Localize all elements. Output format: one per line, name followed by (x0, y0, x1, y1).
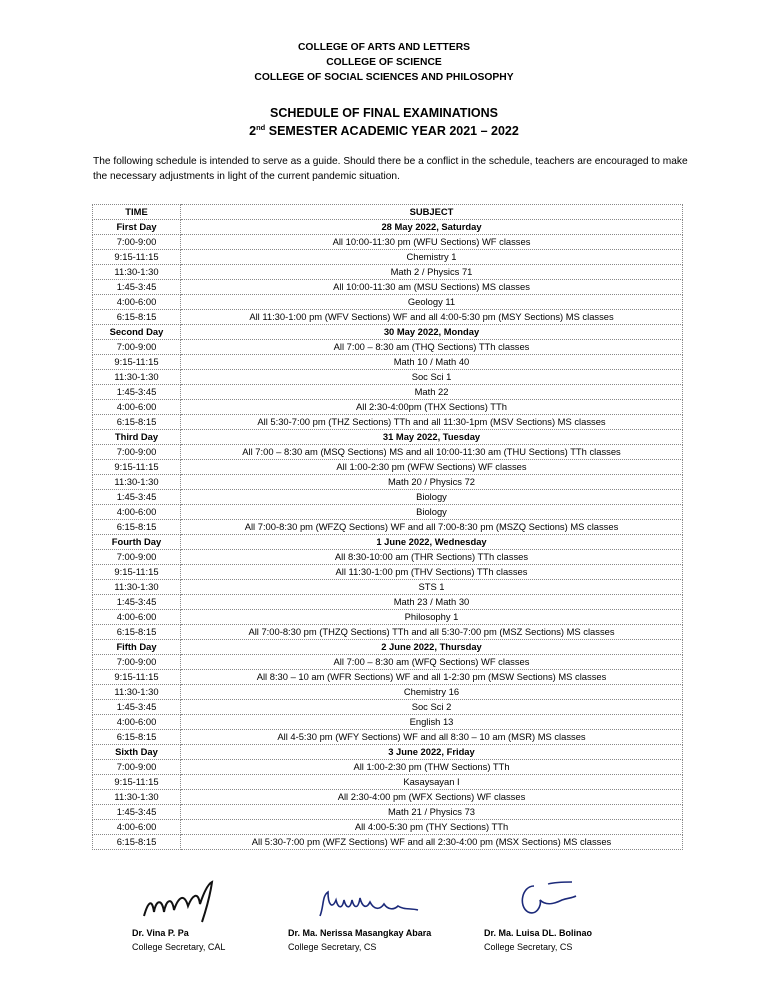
subject-cell: All 4-5:30 pm (WFY Sections) WF and all 8:30 – 10 am (MSR) MS classes (181, 730, 683, 745)
day-row (93, 535, 683, 550)
subject-cell: All 10:00-11:30 pm (WFU Sections) WF classes (181, 235, 683, 250)
signatory-name: Dr. Ma. Nerissa Masangkay Abara (288, 928, 432, 938)
time-slot: 4:00-6:00 (93, 400, 181, 415)
table-row (93, 460, 683, 475)
college-header (0, 40, 768, 85)
table-row (93, 340, 683, 355)
table-row (93, 700, 683, 715)
subject-cell: Math 2 / Physics 71 (181, 265, 683, 280)
subject-cell: Biology (181, 490, 683, 505)
time-slot: 11:30-1:30 (93, 370, 181, 385)
time-slot: 4:00-6:00 (93, 505, 181, 520)
table-row (93, 370, 683, 385)
table-row (93, 415, 683, 430)
table-row (93, 790, 683, 805)
time-slot: 9:15-11:15 (93, 565, 181, 580)
subject-header: SUBJECT (181, 205, 683, 220)
signatory-name: Dr. Vina P. Pa (132, 928, 189, 938)
subject-cell: Math 22 (181, 385, 683, 400)
subject-cell: All 10:00-11:30 am (MSU Sections) MS classes (181, 280, 683, 295)
day-date: 28 May 2022, Saturday (181, 220, 683, 235)
time-slot: 7:00-9:00 (93, 235, 181, 250)
subject-cell: All 7:00 – 8:30 am (MSQ Sections) MS and all 10:00-11:30 am (THU Sections) TTh classes (181, 445, 683, 460)
table-row (93, 805, 683, 820)
signatory-role: College Secretary, CAL (132, 942, 226, 952)
signatory-3 (484, 876, 600, 954)
time-slot: 7:00-9:00 (93, 550, 181, 565)
table-row (93, 655, 683, 670)
day-date: 1 June 2022, Wednesday (181, 535, 683, 550)
table-row (93, 715, 683, 730)
time-slot: 9:15-11:15 (93, 250, 181, 265)
subject-cell: All 1:00-2:30 pm (THW Sections) TTh (181, 760, 683, 775)
time-slot: 1:45-3:45 (93, 385, 181, 400)
day-label: Sixth Day (93, 745, 181, 760)
table-row (93, 355, 683, 370)
subject-cell: All 7:00 – 8:30 am (THQ Sections) TTh classes (181, 340, 683, 355)
subject-cell: All 8:30 – 10 am (WFR Sections) WF and all 1-2:30 pm (MSW Sections) MS classes (181, 670, 683, 685)
time-slot: 1:45-3:45 (93, 280, 181, 295)
subject-cell: Geology 11 (181, 295, 683, 310)
day-row (93, 220, 683, 235)
table-row (93, 265, 683, 280)
time-slot: 9:15-11:15 (93, 460, 181, 475)
subject-cell: Kasaysayan I (181, 775, 683, 790)
exam-schedule-table (92, 204, 683, 850)
college-name: COLLEGE OF SCIENCE (326, 57, 442, 68)
subject-cell: All 2:30-4:00pm (THX Sections) TTh (181, 400, 683, 415)
table-row (93, 610, 683, 625)
subject-cell: Math 20 / Physics 72 (181, 475, 683, 490)
time-slot: 7:00-9:00 (93, 340, 181, 355)
table-row (93, 820, 683, 835)
table-row (93, 475, 683, 490)
day-label: First Day (93, 220, 181, 235)
time-slot: 7:00-9:00 (93, 445, 181, 460)
subject-cell: Math 10 / Math 40 (181, 355, 683, 370)
subject-cell: Soc Sci 1 (181, 370, 683, 385)
subject-cell: Philosophy 1 (181, 610, 683, 625)
subject-cell: All 7:00 – 8:30 am (WFQ Sections) WF classes (181, 655, 683, 670)
subject-cell: Soc Sci 2 (181, 700, 683, 715)
table-row (93, 490, 683, 505)
time-slot: 1:45-3:45 (93, 595, 181, 610)
time-slot: 11:30-1:30 (93, 790, 181, 805)
time-slot: 7:00-9:00 (93, 655, 181, 670)
time-slot: 1:45-3:45 (93, 805, 181, 820)
table-row (93, 580, 683, 595)
subtitle-number: 2 (249, 124, 257, 138)
day-label: Fifth Day (93, 640, 181, 655)
subject-cell: All 7:00-8:30 pm (THZQ Sections) TTh and all 5:30-7:00 pm (MSZ Sections) MS classes (181, 625, 683, 640)
table-row (93, 235, 683, 250)
subject-cell: All 4:00-5:30 pm (THY Sections) TTh (181, 820, 683, 835)
day-date: 30 May 2022, Monday (181, 325, 683, 340)
day-date: 3 June 2022, Friday (181, 745, 683, 760)
day-label: Third Day (93, 430, 181, 445)
subject-cell: All 5:30-7:00 pm (WFZ Sections) WF and all 2:30-4:00 pm (MSX Sections) MS classes (181, 835, 683, 850)
table-row (93, 520, 683, 535)
subject-cell: All 5:30-7:00 pm (THZ Sections) TTh and all 11:30-1pm (MSV Sections) MS classes (181, 415, 683, 430)
subject-cell: All 7:00-8:30 pm (WFZQ Sections) WF and all 7:00-8:30 pm (MSZQ Sections) MS classes (181, 520, 683, 535)
time-slot: 11:30-1:30 (93, 265, 181, 280)
signature-image (510, 876, 600, 924)
time-slot: 1:45-3:45 (93, 490, 181, 505)
table-row (93, 760, 683, 775)
time-slot: 11:30-1:30 (93, 685, 181, 700)
table-row (93, 280, 683, 295)
day-row (93, 325, 683, 340)
subject-cell: Math 23 / Math 30 (181, 595, 683, 610)
document-title: SCHEDULE OF FINAL EXAMINATIONS (269, 106, 498, 120)
time-slot: 6:15-8:15 (93, 520, 181, 535)
table-row (93, 565, 683, 580)
table-row (93, 295, 683, 310)
table-header-row (93, 205, 683, 220)
day-label: Second Day (93, 325, 181, 340)
signatory-role: College Secretary, CS (484, 942, 573, 952)
table-row (93, 685, 683, 700)
subject-cell: Math 21 / Physics 73 (181, 805, 683, 820)
time-slot: 4:00-6:00 (93, 820, 181, 835)
table-row (93, 730, 683, 745)
day-date: 2 June 2022, Thursday (181, 640, 683, 655)
signatory-1 (132, 876, 228, 954)
signatory-role: College Secretary, CS (288, 942, 377, 952)
table-row (93, 625, 683, 640)
time-slot: 4:00-6:00 (93, 295, 181, 310)
time-slot: 7:00-9:00 (93, 760, 181, 775)
time-slot: 6:15-8:15 (93, 730, 181, 745)
subject-cell: All 8:30-10:00 am (THR Sections) TTh classes (181, 550, 683, 565)
subtitle-ordinal: nd (256, 123, 266, 132)
signatory-2 (288, 876, 444, 954)
document-subtitle (0, 122, 768, 140)
table-row (93, 835, 683, 850)
table-row (93, 670, 683, 685)
subject-cell: All 2:30-4:00 pm (WFX Sections) WF classes (181, 790, 683, 805)
time-slot: 6:15-8:15 (93, 835, 181, 850)
table-row (93, 310, 683, 325)
subject-cell: English 13 (181, 715, 683, 730)
subject-cell: All 11:30-1:00 pm (WFV Sections) WF and all 4:00-5:30 pm (MSY Sections) MS classes (181, 310, 683, 325)
time-slot: 1:45-3:45 (93, 700, 181, 715)
subject-cell: Biology (181, 505, 683, 520)
day-row (93, 745, 683, 760)
subject-cell: STS 1 (181, 580, 683, 595)
time-slot: 6:15-8:15 (93, 310, 181, 325)
table-row (93, 595, 683, 610)
time-slot: 6:15-8:15 (93, 625, 181, 640)
time-slot: 9:15-11:15 (93, 670, 181, 685)
subtitle-text: SEMESTER ACADEMIC YEAR 2021 – 2022 (265, 124, 519, 138)
signature-image (314, 876, 444, 924)
time-header: TIME (93, 205, 181, 220)
time-slot: 4:00-6:00 (93, 715, 181, 730)
table-row (93, 505, 683, 520)
subject-cell: Chemistry 16 (181, 685, 683, 700)
subject-cell: All 1:00-2:30 pm (WFW Sections) WF classes (181, 460, 683, 475)
table-row (93, 445, 683, 460)
time-slot: 9:15-11:15 (93, 355, 181, 370)
day-label: Fourth Day (93, 535, 181, 550)
time-slot: 11:30-1:30 (93, 475, 181, 490)
table-row (93, 775, 683, 790)
table-row (93, 550, 683, 565)
intro-paragraph: The following schedule is intended to serve as a guide. Should there be a conflict in the schedule, teachers are encouraged to make the necessary adjustments in light of the current pandemic situation. (93, 156, 688, 182)
subject-cell: Chemistry 1 (181, 250, 683, 265)
day-date: 31 May 2022, Tuesday (181, 430, 683, 445)
time-slot: 9:15-11:15 (93, 775, 181, 790)
time-slot: 4:00-6:00 (93, 610, 181, 625)
subject-cell: All 11:30-1:00 pm (THV Sections) TTh classes (181, 565, 683, 580)
day-row (93, 430, 683, 445)
table-row (93, 400, 683, 415)
time-slot: 6:15-8:15 (93, 415, 181, 430)
signature-image (138, 876, 228, 924)
table-row (93, 385, 683, 400)
day-row (93, 640, 683, 655)
signatory-name: Dr. Ma. Luisa DL. Bolinao (484, 928, 593, 938)
time-slot: 11:30-1:30 (93, 580, 181, 595)
college-name: COLLEGE OF SOCIAL SCIENCES AND PHILOSOPHY (254, 72, 514, 83)
table-row (93, 250, 683, 265)
college-name: COLLEGE OF ARTS AND LETTERS (298, 42, 470, 53)
document-title-block (0, 104, 768, 140)
